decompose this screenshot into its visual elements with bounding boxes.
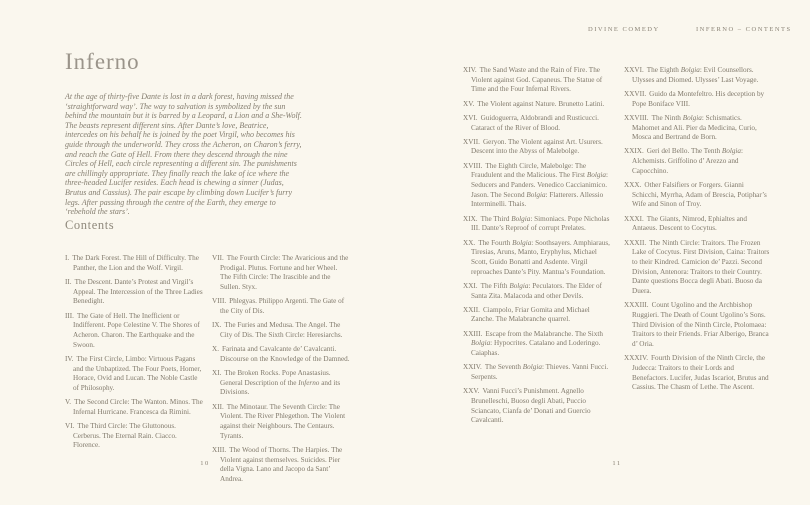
toc-item-numeral: XXXII.	[624, 238, 647, 247]
running-head-section: INFERNO – CONTENTS	[696, 26, 792, 33]
toc-item	[212, 446, 350, 485]
toc-item	[212, 403, 350, 442]
toc-item-numeral: V.	[65, 398, 72, 407]
toc-item-numeral: XI.	[212, 369, 222, 378]
toc-item-numeral: VI.	[65, 422, 75, 431]
toc-item-text: : Evil Counsellors. Ulysses and Diomed. Ulysses’ Last Voyage.	[632, 66, 759, 84]
toc-item-text: The Fourth	[478, 238, 513, 247]
toc-item-text: The First Circle, Limbo: Virtuous Pagans and the Unbaptized. The Four Poets, Homer, Horace, Ovid and Lucan. The Noble Castle of Philosophy.	[73, 354, 202, 392]
toc-item	[463, 239, 610, 278]
toc-item-text: Guido da Montefeltro. His deception by Pope Boniface VIII.	[632, 89, 765, 108]
toc-item-text-italic: Bolgia	[682, 113, 702, 122]
intro-paragraph: At the age of thirty-five Dante is lost in a dark forest, having missed the ‘straightforward way’. The way to salvation is symbolized by the sun behind the mountain but it is barred by a Leopard, a Lion and a She-Wolf. The beasts represent different sins. After Dante’s love, Beatrice, intercedes on his behalf he is joined by the poet Virgil, who becomes his guide through the underworld. They cross the Acheron, on Charon’s ferry, and reach the Gate of Hell. From there they descend through the nine Circles of Hell, each circle representing a different sin. The punishments are chillingly appropriate. They finally reach the lake of ice where the three-headed Lucifer resides. Each head is chewing a sinner (Judas, Brutus and Cassius). The pair escape by climbing down Lucifer’s furry legs. After passing through the centre of the Earth, they emerge to ‘rebehold the stars’.	[65, 92, 302, 217]
toc-item	[624, 114, 771, 143]
toc-item	[624, 215, 771, 234]
toc-item-text: The Wood of Thorns. The Harpies. The Violent against themselves. Suicides. Pier della Vigna. Lano and Jacopo da Sant’ Andrea.	[220, 445, 343, 484]
toc-item-text-italic: Bolgia	[721, 147, 742, 156]
toc-item	[65, 355, 203, 394]
toc-item-numeral: III.	[65, 311, 74, 320]
toc-item	[463, 363, 610, 382]
running-head-book-title: DIVINE COMEDY	[588, 26, 660, 33]
toc-item	[463, 282, 610, 301]
toc-item	[65, 312, 203, 351]
toc-item-numeral: XXVIII.	[624, 113, 649, 122]
toc-item	[463, 306, 610, 325]
toc-item-text: The Ninth	[651, 113, 683, 122]
page-number-right: 11	[612, 460, 622, 467]
toc-item-numeral: XIV.	[463, 66, 477, 74]
toc-item-numeral: IV.	[65, 354, 74, 363]
toc-item-text: The Giants, Nimrod, Ephialtes and Antaeus. Descent to Cocytus.	[632, 214, 747, 233]
toc-item-numeral: XXVII.	[624, 89, 647, 98]
toc-item-text: The Descent. Dante’s Protest and Virgil’s Appeal. The Intercession of the Three Ladies Benedight.	[73, 277, 203, 306]
running-head	[405, 26, 810, 36]
toc-item	[624, 181, 771, 210]
toc-item-text: The Third Circle: The Gluttonous. Cerberus. The Eternal Rain. Ciacco. Florence.	[73, 422, 177, 450]
toc-item	[212, 369, 350, 398]
toc-item-text: Count Ugolino and the Archbishop Ruggieri. The Death of Count Ugolino’s Sons. Third Division of the Ninth Circle, Ptolomaea: Traitors to their Friends. Friar Alberigo, Branca d’ Oria.	[632, 301, 769, 349]
toc-item-text: The Eighth Circle, Malebolge: The Fraudulent and the Malicious. The First	[471, 161, 587, 180]
toc-item-text: Escape from the Malabranche. The Sixth	[485, 329, 603, 338]
toc-item-numeral: XXIII.	[463, 329, 483, 338]
toc-item-text: The Gate of Hell. The Inefficient or Indifferent. Pope Celestine V. The Shores of Acheron. Charon. The Earthquake and the Swoon.	[73, 311, 200, 349]
toc-item-numeral: X.	[212, 345, 219, 354]
toc-item-numeral: XXV.	[463, 387, 480, 396]
toc-column-4	[624, 66, 771, 431]
toc-item	[212, 345, 350, 364]
toc-item-numeral: XVII.	[463, 137, 480, 146]
toc-item-text: The Sand Waste and the Rain of Fire. The Violent against God. Capaneus. The Statue of Time and the Four Infernal Rivers.	[471, 66, 603, 94]
toc-item-numeral: XXXIV.	[624, 354, 649, 363]
toc-item-numeral: XVIII.	[463, 161, 483, 170]
toc-item-text: The Dark Forest. The Hill of Difficulty. The Panther, the Lion and the Wolf. Virgil.	[72, 254, 199, 272]
toc-item	[624, 239, 771, 297]
toc-item-text: : Flatterers. Allessio Interminelli. Thais.	[471, 190, 604, 209]
toc-item-numeral: XXII.	[463, 305, 480, 314]
toc-item-numeral: XV.	[463, 99, 475, 108]
toc-item	[463, 100, 610, 110]
toc-item-text: Other Falsifiers or Forgers. Gianni Schicchi, Myrrha, Adam of Brescia, Potiphar’s Wife and Sinon of Troy.	[632, 181, 767, 209]
toc-item-text: : Peculators. The Elder of Santa Zita. Malacoda and other Devils.	[471, 281, 603, 300]
toc-item-numeral: XXXI.	[624, 214, 644, 223]
toc-item-text: Geryon. The Violent against Art. Usurers. Descent into the Abyss of Malebolge.	[471, 137, 603, 156]
toc-item	[463, 387, 610, 426]
toc-item	[65, 398, 203, 417]
toc-item-numeral: XIII.	[212, 445, 227, 454]
toc-item-text: : Seducers and Panders. Venedico Caccianimico. Jason. The Second	[471, 171, 609, 199]
page-number-left: 10	[200, 460, 210, 467]
toc-item	[624, 90, 771, 109]
toc-item-numeral: XXIX.	[624, 147, 644, 156]
toc-item-numeral: XXVI.	[624, 66, 644, 74]
toc-item-text: and its Divisions.	[220, 378, 341, 397]
toc-item-text: The Seventh	[484, 363, 523, 372]
toc-column-3	[463, 66, 610, 431]
toc-item	[463, 330, 610, 359]
toc-item-text: Phlegyas. Philippo Argenti. The Gate of the City of Dis.	[220, 297, 345, 316]
toc-item-text: The Third	[480, 214, 512, 223]
toc-item-numeral: XXIV.	[463, 363, 482, 372]
toc-item-numeral: XII.	[212, 402, 224, 411]
toc-item	[624, 354, 771, 393]
toc-item-text: The Fourth Circle: The Avaricious and the Prodigal. Plutus. Fortune and her Wheel. The Fifth Circle: The Irascible and the Sullen. Styx.	[220, 254, 349, 292]
toc-item-text: The Eighth	[646, 66, 681, 74]
toc-item-text: Geri del Bello. The Tenth	[646, 147, 722, 156]
toc-item-text: The Ninth Circle: Traitors. The Frozen Lake of Cocytus. First Division, Caina: Traitors to their Kindred. Camicion de’ Pazzi. Second Division, Antenora: Traitors to their Country. Dante questions Bocca degli Abati. Buoso da Duera.	[632, 238, 770, 296]
toc-item-text-italic: Bolgia	[586, 171, 607, 180]
toc-item-text: The Broken Rocks. Pope Anastasius. General Description of the	[220, 369, 331, 387]
toc-item-text-italic: Bolgia	[509, 281, 529, 290]
toc-item-numeral: VIII.	[212, 297, 227, 306]
toc-item-text: The Second Circle: The Wanton. Minos. The Infernal Hurricane. Francesca da Rimini.	[73, 398, 203, 416]
toc-item	[624, 66, 771, 85]
toc-item	[463, 162, 610, 211]
toc-item-text-italic: Bolgia	[526, 190, 546, 199]
toc-item-numeral: XVI.	[463, 113, 478, 122]
toc-item-text: The Fifth	[480, 281, 510, 290]
page-title: Inferno	[65, 49, 140, 74]
toc-item-text: : Schismatics. Mahomet and Ali. Pier da Medicina, Curio, Mosca and Bertrand de Born.	[632, 113, 757, 142]
toc-item-text: The Minotaur. The Seventh Circle: The Violent. The River Phlegethon. The Violent against their Neighbours. The Centaurs. Tyrants.	[220, 402, 346, 440]
toc-item-text-italic: Bolgia	[471, 339, 491, 348]
toc-item-numeral: VII.	[212, 254, 224, 262]
toc-item-text: Fourth Division of the Ninth Circle, the Judecca: Traitors to their Lords and Benefactors. Lucifer, Judas Iscariot, Brutus and Cassius. The Chasm of Lethe. The Ascent.	[632, 354, 769, 392]
toc-item	[212, 297, 350, 316]
toc-item-text-italic: Bolgia	[680, 66, 700, 74]
toc-item-text-italic: Inferno	[298, 378, 320, 387]
toc-item-numeral: XX.	[463, 238, 476, 247]
toc-item-text-italic: Bolgia	[512, 238, 532, 247]
toc-item-numeral: XXXIII.	[624, 301, 649, 310]
toc-item	[624, 301, 771, 350]
toc-item	[463, 138, 610, 157]
toc-item-text: : Soothsayers. Amphiaraus, Tiresias, Aruns, Manto, Eryphylus, Michael Scott, Guido Bonatti and Asdente. Virgil reproaches Dante’s Pity. Mantua’s Foundation.	[471, 238, 610, 276]
toc-item-text: The Violent against Nature. Brunetto Latini.	[477, 99, 605, 108]
toc-item-numeral: II.	[65, 277, 72, 286]
toc-item-text-italic: Bolgia	[522, 363, 542, 372]
toc-item	[463, 215, 610, 234]
toc-item-numeral: I.	[65, 254, 70, 262]
contents-heading: Contents	[65, 218, 115, 232]
toc-item-numeral: XXX.	[624, 181, 642, 190]
toc-item-text: Vanni Fucci’s Punishment. Agnello Brunelleschi, Buoso degli Abati, Puccio Sciancato, Cianfa de’ Donati and Guercio Cavalcanti.	[471, 387, 591, 425]
toc-item-text: : Thieves. Vanni Fucci. Serpents.	[471, 363, 609, 381]
toc-item-text-italic: Bolgia	[511, 214, 531, 223]
toc-column-1	[65, 254, 203, 489]
toc-column-2	[212, 254, 350, 489]
toc-item	[212, 321, 350, 340]
toc-item-text: Guidoguerra, Aldobrandi and Rusticucci. Cataract of the River of Blood.	[471, 113, 599, 132]
toc-item-text: Farinata and Cavalcante de’ Cavalcanti. Discourse on the Knowledge of the Damned.	[220, 345, 350, 363]
toc-item-text: The Furies and Medusa. The Angel. The City of Dis. The Sixth Circle: Heresiarchs.	[220, 321, 343, 339]
toc-item	[463, 66, 610, 95]
toc-item	[65, 422, 203, 451]
toc-item-numeral: XXI.	[463, 281, 478, 290]
toc-item-text: : Alchemists. Griffolino d’ Arezzo and Capocchino.	[632, 147, 744, 175]
toc-item	[65, 278, 203, 307]
page-right	[405, 0, 810, 505]
toc-item-text: : Simoniacs. Pope Nicholas III. Dante’s Reproof of corrupt Prelates.	[471, 214, 610, 233]
toc-item-text: : Hypocrites. Catalano and Loderingo. Caiaphas.	[471, 339, 601, 358]
contents-columns-left	[65, 254, 350, 489]
toc-item	[624, 147, 771, 176]
toc-item	[212, 254, 350, 293]
toc-item	[65, 254, 203, 273]
contents-columns-right	[463, 66, 771, 431]
toc-item	[463, 114, 610, 133]
toc-item-numeral: IX.	[212, 321, 222, 330]
toc-item-text: Ciampolo, Friar Gomita and Michael Zanche. The Malabranche quarrel.	[471, 305, 590, 324]
toc-item-numeral: XIX.	[463, 214, 478, 223]
